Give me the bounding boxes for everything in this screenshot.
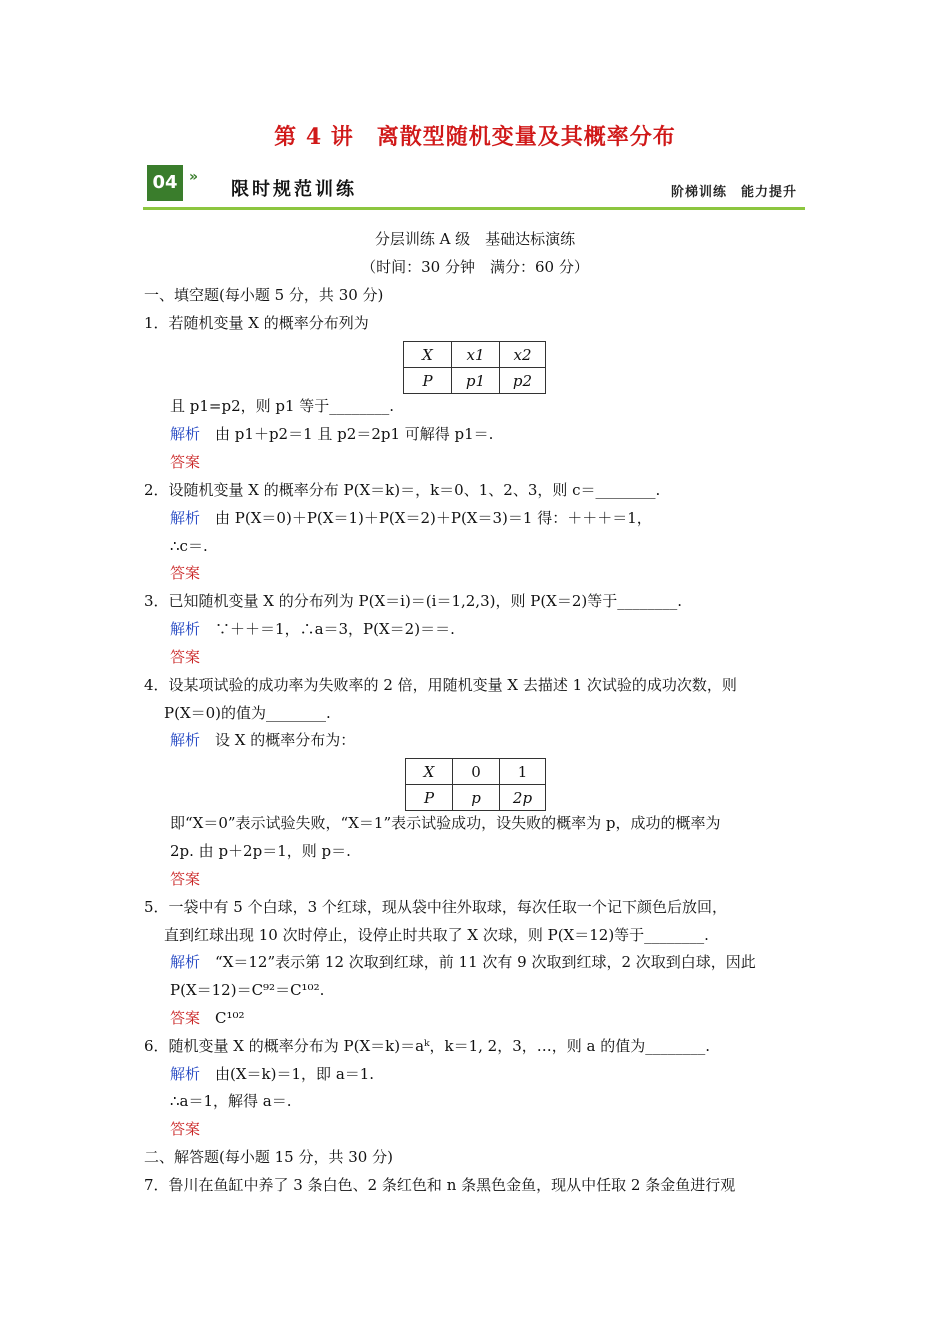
q1-stem: 1．若随机变量 X 的概率分布列为 xyxy=(144,314,369,332)
table-cell: 1 xyxy=(500,759,546,785)
table-cell: 0 xyxy=(453,759,500,785)
q4-stem-cont: P(X＝0)的值为________. xyxy=(164,704,331,722)
q3-answer-label: 答案 xyxy=(170,648,201,666)
table-cell: X xyxy=(404,342,452,368)
section-banner xyxy=(143,161,805,210)
page-title: 第 4 讲 离散型随机变量及其概率分布 xyxy=(274,124,676,150)
table-cell: p2 xyxy=(500,368,546,394)
table-cell: p xyxy=(453,785,500,811)
answer-label: 答案 xyxy=(170,1009,201,1027)
table-cell: P xyxy=(404,368,452,394)
table-cell: p1 xyxy=(452,368,500,394)
q2-analysis-cont: ∴c＝. xyxy=(170,537,208,555)
q5-stem-cont: 直到红球出现 10 次时停止，设停止时共取了 X 次球，则 P(X＝12)等于________. xyxy=(164,926,709,944)
q6-analysis-cont: ∴a＝1，解得 a＝. xyxy=(170,1092,292,1110)
answer-text: C¹⁰² xyxy=(215,1009,245,1027)
q4-explanation: 即“X＝0”表示试验失败，“X＝1”表示试验成功，设失败的概率为 p，成功的概率为 xyxy=(170,814,721,832)
q4-answer-label: 答案 xyxy=(170,870,201,888)
table-cell: x2 xyxy=(500,342,546,368)
time-info: （时间：30 分钟 满分：60 分） xyxy=(361,258,589,276)
q7-stem: 7．鲁川在鱼缸中养了 3 条白色、2 条红色和 n 条黑色金鱼，现从中任取 2 条金鱼进行观 xyxy=(144,1176,736,1194)
section-fill-in: 一、填空题(每小题 5 分，共 30 分) xyxy=(144,286,384,304)
q5-answer xyxy=(170,1007,245,1029)
q4-distribution-table xyxy=(405,758,546,811)
analysis-text: “X＝12”表示第 12 次取到红球，前 11 次有 9 次取到红球，2 次取到白球，因此 xyxy=(215,953,756,971)
q5-analysis-cont: P(X＝12)＝C⁹²＝C¹⁰². xyxy=(170,981,325,999)
analysis-text: ∵＋＋＝1，∴a＝3，P(X＝2)＝＝. xyxy=(215,620,455,638)
q1-answer-label: 答案 xyxy=(170,453,201,471)
exercise-subtitle: 分层训练 A 级 基础达标演练 xyxy=(374,230,576,248)
analysis-text: 由 P(X＝0)＋P(X＝1)＋P(X＝2)＋P(X＝3)＝1 得：＋＋＋＝1， xyxy=(215,509,652,527)
q6-answer-label: 答案 xyxy=(170,1120,201,1138)
table-cell: 2p xyxy=(500,785,546,811)
q1-condition: 且 p1=p2，则 p1 等于________. xyxy=(170,397,395,415)
banner-title: 限时规范训练 xyxy=(231,179,357,200)
banner-subtitle: 阶梯训练 能力提升 xyxy=(670,185,797,200)
q5-analysis xyxy=(170,951,756,973)
q2-analysis xyxy=(170,507,652,529)
table-cell: P xyxy=(406,785,453,811)
table-cell: x1 xyxy=(452,342,500,368)
table-cell: X xyxy=(406,759,453,785)
q4-explanation-cont: 2p. 由 p＋2p＝1，则 p＝. xyxy=(170,842,351,860)
analysis-text: 设 X 的概率分布为： xyxy=(215,731,356,749)
analysis-label: 解析 xyxy=(170,425,201,443)
q3-analysis xyxy=(170,618,455,640)
chevron-icon: » xyxy=(189,169,199,185)
analysis-text: 由 p1＋p2＝1 且 p2＝2p1 可解得 p1＝. xyxy=(215,425,494,443)
analysis-text: 由(X＝k)＝1，即 a＝1. xyxy=(215,1065,375,1083)
analysis-label: 解析 xyxy=(170,509,201,527)
q1-analysis xyxy=(170,423,493,445)
q2-answer-label: 答案 xyxy=(170,564,201,582)
q6-stem: 6．随机变量 X 的概率分布为 P(X＝k)＝aᵏ，k＝1, 2，3，…，则 a 的值为________. xyxy=(144,1037,711,1055)
q4-stem: 4．设某项试验的成功率为失败率的 2 倍，用随机变量 X 去描述 1 次试验的成功次数，则 xyxy=(144,676,737,694)
section-answer-questions: 二、解答题(每小题 15 分，共 30 分) xyxy=(144,1148,393,1166)
analysis-label: 解析 xyxy=(170,1065,201,1083)
banner-number: 04 xyxy=(147,165,183,201)
q1-distribution-table xyxy=(403,341,546,394)
q6-analysis xyxy=(170,1063,374,1085)
analysis-label: 解析 xyxy=(170,731,201,749)
analysis-label: 解析 xyxy=(170,620,201,638)
analysis-label: 解析 xyxy=(170,953,201,971)
q2-stem: 2．设随机变量 X 的概率分布 P(X＝k)＝，k＝0、1、2、3，则 c＝________. xyxy=(144,481,661,499)
q3-stem: 3．已知随机变量 X 的分布列为 P(X＝i)＝(i＝1,2,3)，则 P(X＝2)等于________. xyxy=(144,592,683,610)
q5-stem: 5．一袋中有 5 个白球，3 个红球，现从袋中往外取球，每次任取一个记下颜色后放回， xyxy=(144,898,727,916)
q4-analysis xyxy=(170,729,355,751)
